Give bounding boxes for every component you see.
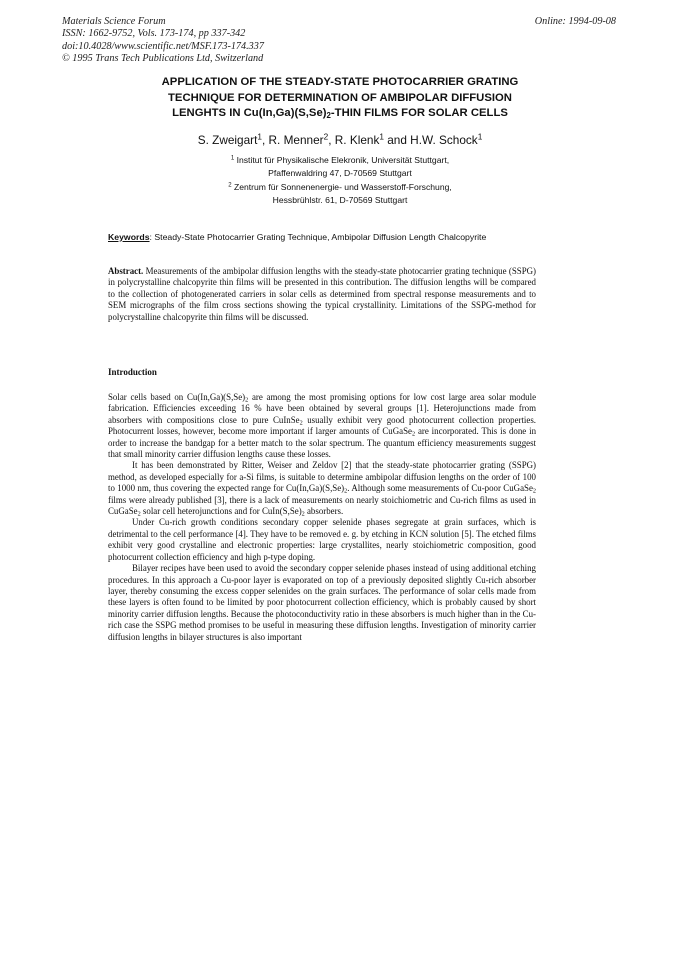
title-line-2: TECHNIQUE FOR DETERMINATION OF AMBIPOLAR DIFFUSION [168,91,512,104]
publication-info [62,16,264,66]
online-date: Online: 1994-09-08 [534,16,616,27]
keywords-block [108,231,538,243]
author-name: , R. Menner [261,133,324,147]
journal-name: Materials Science Forum [62,16,166,27]
keywords-label: Keywords [108,232,150,242]
author-name: , R. Klenk [328,133,380,147]
author-name: S. Zweigart [197,133,258,147]
author-name: and H.W. Schock [383,133,478,147]
paragraph: Solar cells based on $Cu(In,Ga)(S,Se)_2$ are among the most promising options for low cost large area solar module fabrication. Efficiencies exceeding 16 % have been obtained by several groups [1]. Heterojunctions made from absorbers with compositions close to pure CuInSe$_2$ usually exhibit very good photocurrent collection properties. Photocurrent losses, however, become more important if larger amounts of CuGaSe$_2$ are incorporated. This is done in order to increase the bandgap for a better match to the solar spectrum. The quantum efficiency measurements suggest that small minority carrier diffusion lengths cause these losses. [108,392,537,460]
copyright-line: © 1995 Trans Tech Publications Ltd, Switzerland [62,53,264,65]
abstract-label: Abstract. [108,266,144,276]
paragraph: Bilayer recipes have been used to avoid the secondary copper selenide phases instead of using additional etching procedures. In this approach a Cu-poor layer is evaporated on top of a previously deposited slightly Cu-rich absorber layer, thereby consuming the excess copper selenides on the grain surfaces. The performance of solar cells made from these layers is often found to be limited by poor photocurrent collection efficiency, which is probably caused by short minority carrier diffusion lengths. Because the photoconductivity ratio in these absorbers is much higher than in the Cu-rich case the SSPG method promises to be useful in measuring these diffusion lengths. Investigation of minority carrier diffusion lengths in bilayer structures is also important [108,563,536,642]
abstract-block [108,266,536,323]
paper-title [90,75,590,122]
author-list: S. Zweigart$^1$, R. Menner$^2$, R. Klenk$^1$ and H.W. Schock$^1$ [197,132,483,147]
title-line-1: APPLICATION OF THE STEADY-STATE PHOTOCARRIER GRATING [161,76,519,88]
doi-link[interactable]: doi:10.4028/www.scientific.net/MSF.173-174.337 [62,40,264,52]
affiliation-1: $^1$ Institut für Physikalische Elekronik, Universität Stuttgart, Pfaffenwaldring 47, D-70569 Stuttgart [230,155,450,178]
paragraph: Under Cu-rich growth conditions secondary copper selenide phases segregate at grain surfaces, which is detrimental to the cell performance [4]. They have to be removed e. g. by etching in KCN solution [5]. The etched films exhibit very good crystalline and electronic properties: large crystallites, nearly stoichiometric composition, good photocurrent collection efficiency and high p-type doping. [108,517,536,562]
section-heading-introduction: Introduction [108,367,157,377]
affiliation-2: $^2$ Zentrum für Sonnenenergie- und Wasserstoff-Forschung, Hessbrühlstr. 61, D-70569 Stuttgart [228,182,452,205]
abstract-text: Measurements of the ambipolar diffusion lengths with the steady-state photocarrier grating technique (SSPG) in polycrystalline chalcopyrite thin films will be presented in this contribution. The diffusion lengths will be compared to the collection of photogenerated carriers in solar cells as determined from spectral response measurements and to SEM micrographs of the film cross sections showing the typical crystallinity. Limitations of the SSPG-method for polycrystalline chalcopyrite thin films will be discussed. [108,266,536,322]
introduction-body [108,392,536,643]
issn-line: ISSN: 1662-9752, Vols. 173-174, pp 337-342 [62,28,246,40]
title-line-3: LENGHTS IN $Cu(In,Ga)(S,Se)_2$-THIN FILMS FOR SOLAR CELLS [172,107,508,121]
paragraph: It has been demonstrated by Ritter, Weiser and Zeldov [2] that the steady-state photocarrier grating (SSPG) method, as developed especially for a-Si films, is suitable to determine ambipolar diffusion lengths on the order of 100 to 1000 nm, thus covering the expected range for $Cu(In,Ga)(S,Se)_2$. Although some measurements of Cu-poor CuGaSe$_2$ films were already published [3], there is a lack of measurements on nearly stoichiometric and Cu-rich films as used in CuGaSe$_2$ solar cell heterojunctions and for $CuIn(S,Se)_2$ absorbers. [108,460,536,518]
keywords-text: : Steady-State Photocarrier Grating Technique, Ambipolar Diffusion Length Chalcopyrite [149,232,487,242]
